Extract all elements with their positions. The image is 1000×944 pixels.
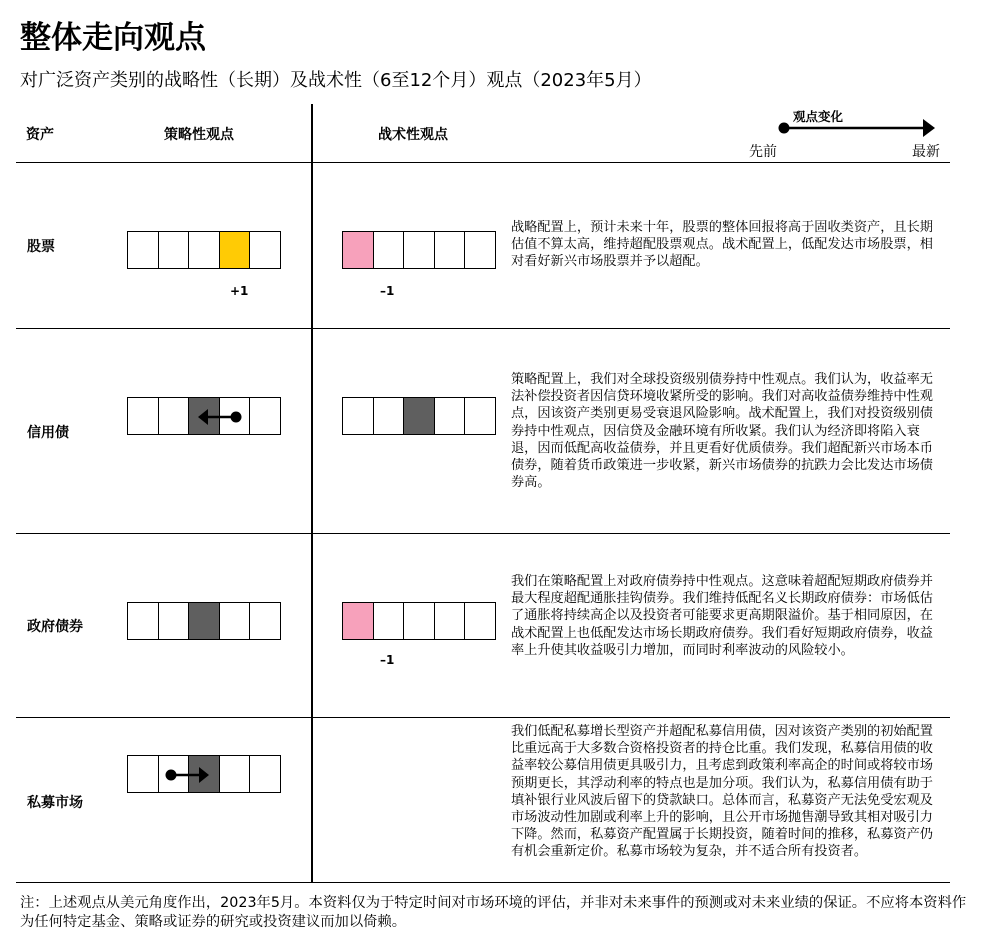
scale-cell <box>464 231 496 269</box>
scale-cell-selected <box>188 755 220 793</box>
scale-cell <box>373 397 405 435</box>
scale-cell <box>158 755 190 793</box>
header-divider <box>16 162 950 163</box>
strategic-view-value: +1 <box>230 284 249 298</box>
tactical-scale-equities <box>342 231 494 269</box>
scale-cell <box>373 602 405 640</box>
tactical-scale-credit <box>342 397 494 435</box>
scale-cell-selected <box>219 231 251 269</box>
scale-cell <box>249 602 281 640</box>
asset-label-private-markets: 私募市场 <box>27 795 83 811</box>
scale-cell <box>342 397 374 435</box>
scale-cell <box>464 602 496 640</box>
view-description-credit: 策略配置上，我们对全球投资级别债券持中性观点。我们认为，收益率无法补偿投资者因信贷环境收紧所受的影响。我们对高收益债券维持中性观点，因该资产类别更易受衰退风险影响。战术配置上，我们对投资级别债券持中性观点，因信贷及金融环境有所收紧。我们认为经济即将陷入衰退，因而低配高收益债券，并且更看好优质债券。我们超配新兴市场本币债券，随着货币政策进一步收紧，新兴市场债券的抗跌力会比发达市场债券高。 <box>511 372 933 491</box>
scale-cell <box>403 602 435 640</box>
scale-cell <box>158 231 190 269</box>
footnote: 注：上述观点从美元角度作出，2023年5月。本资料仅为于特定时间对市场环境的评估，并非对未来事件的预测或对未来业绩的保证。不应将本资料作为任何特定基金、策略或证券的研究或投资建议而加以倚赖。 <box>20 895 967 930</box>
scale-cell <box>219 755 251 793</box>
row-divider <box>16 533 950 534</box>
scale-cell <box>127 602 159 640</box>
scale-cell <box>403 231 435 269</box>
view-description-private-markets: 我们低配私募增长型资产并超配私募信用债，因对该资产类别的初始配置比重远高于大多数合资格投资者的持仓比重。我们发现，私募信用债的收益率较公募信用债更具吸引力，且考虑到政策利率高企的时间或将较市场预期更长，其浮动利率的特点也是加分项。我们认为，私募信用债有助于填补银行业风波后留下的贷款缺口。总体而言，私募资产无法免受宏观及市场波动性加剧或利率上升的影响，且公开市场抛售潮导致其相对吸引力下降。然而，私募资产配置属于长期投资，随着时间的推移，私募资产仍有机会重新定价。私募市场较为复杂，并不适合所有投资者。 <box>511 724 933 860</box>
page-subtitle: 对广泛资产类别的战略性（长期）及战术性（6至12个月）观点（2023年5月） <box>20 70 652 91</box>
scale-cell-selected <box>342 231 374 269</box>
scale-cell <box>219 602 251 640</box>
page-title: 整体走向观点 <box>20 20 206 56</box>
legend-before-label: 先前 <box>749 144 777 160</box>
column-header-strategic: 策略性观点 <box>164 127 234 143</box>
asset-label-credit: 信用债 <box>27 425 69 441</box>
scale-cell <box>127 397 159 435</box>
legend-title: 观点变化 <box>793 109 844 124</box>
legend-after-label: 最新 <box>912 144 940 160</box>
scale-cell <box>434 397 466 435</box>
scale-cell-selected <box>188 397 220 435</box>
strategic-scale-private-markets <box>127 755 279 793</box>
scale-cell-selected <box>342 602 374 640</box>
scale-cell <box>434 231 466 269</box>
view-description-equities: 战略配置上，预计未来十年，股票的整体回报将高于固收类资产，且长期估值不算太高，维持超配股票观点。战术配置上，低配发达市场股票，相对看好新兴市场股票并予以超配。 <box>511 220 933 270</box>
column-header-asset: 资产 <box>26 127 54 143</box>
strategic-scale-equities <box>127 231 279 269</box>
scale-cell <box>127 755 159 793</box>
column-header-tactical: 战术性观点 <box>378 127 448 143</box>
scale-cell <box>464 397 496 435</box>
strategic-scale-government-bonds <box>127 602 279 640</box>
row-divider <box>16 717 950 718</box>
tactical-scale-government-bonds <box>342 602 494 640</box>
asset-label-government-bonds: 政府债券 <box>27 619 83 635</box>
scale-cell <box>434 602 466 640</box>
row-divider <box>16 328 950 329</box>
tactical-view-value: –1 <box>380 284 395 298</box>
scale-cell <box>219 397 251 435</box>
scale-cell <box>127 231 159 269</box>
column-divider <box>311 104 313 882</box>
view-description-government-bonds: 我们在策略配置上对政府债券持中性观点。这意味着超配短期政府债券并最大程度超配通胀挂钩债券。我们维持低配名义长期政府债券：市场低估了通胀将持续高企以及投资者可能要求更高期限溢价。基于相同原因，在战术配置上也低配发达市场长期政府债券。我们看好短期政府债券，收益率上升使其收益吸引力增加，而同时利率波动的风险较小。 <box>511 574 933 658</box>
scale-cell-selected <box>188 602 220 640</box>
asset-label-equities: 股票 <box>27 239 55 255</box>
scale-cell <box>249 231 281 269</box>
footer-divider <box>16 882 950 883</box>
scale-cell <box>158 602 190 640</box>
scale-cell <box>249 397 281 435</box>
scale-cell <box>158 397 190 435</box>
scale-cell <box>373 231 405 269</box>
tactical-view-value: –1 <box>380 653 395 667</box>
scale-cell <box>188 231 220 269</box>
scale-cell-selected <box>403 397 435 435</box>
strategic-scale-credit <box>127 397 279 435</box>
scale-cell <box>249 755 281 793</box>
